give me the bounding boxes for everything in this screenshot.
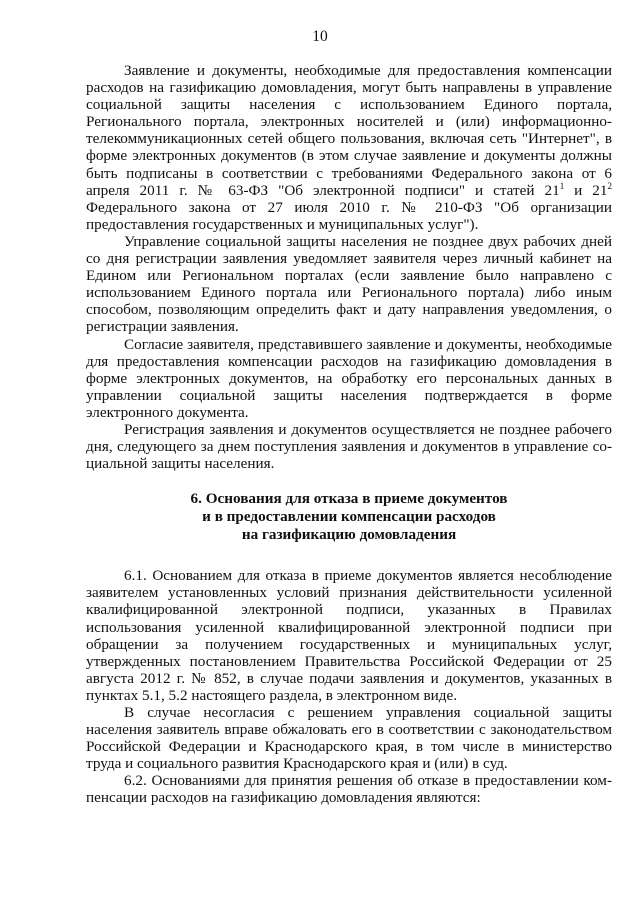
paragraph-consent: Согласие заявителя, представившего заявление и документы, необходимые для предоставления компенсации расходов на газификацию домовладения в форме электронных документов, на обработку его персональных данных в управлении социальной защиты населения подтверждается в форме электронного документа.: [86, 335, 612, 421]
paragraph-registration-deadline: Регистрация заявления и документов осуществляется не позднее рабочего дня, следующего за днем поступления заявления и документов в управление социальной защиты населения.: [86, 420, 612, 473]
section-heading-line: 6. Основания для отказа в приеме документов: [190, 490, 508, 508]
page-number: 10: [312, 28, 328, 45]
document-body: [86, 62, 612, 807]
section-heading-line: на газификацию домовладения: [241, 526, 457, 544]
superscript-2: 2: [607, 180, 612, 191]
paragraph-electronic-submission: [86, 62, 612, 233]
paragraph-registration-notice: Управление социальной защиты населения не позднее двух рабочих дней со дня регистрации заявления уведомляет заявителя через личный кабинет на Едином или Региональном порталах (если заявление было направлено с использованием Единого портала или Регионального портала) либо иным способом, позволяющим определить факт и дату направления уведомления, о регистрации заявления.: [86, 232, 612, 336]
paragraph-text: Заявление и документы, необходимые для предоставления компенсации расходов на газификацию домовладения, могут быть направлены в управление социальной защиты населения с использованием Единого портала, Регионального портала, электронных носителей и (или) информационно-телекоммуникационных сетей общего пользования, включая сеть "Интернет", в форме электронных документов (в этом случае заявление и документы должны быть подписаны в соответствии с требованиями Федерального закона от 6 апреля 2011 г. № 63-ФЗ "Об электронной подписи" и статей 21: [86, 62, 612, 199]
paragraph-6-2: 6.2. Основаниями для принятия решения об отказе в предоставлении компенсации расходов на газификацию домовладения являются:: [86, 772, 612, 807]
section-heading-line: и в предоставлении компенсации расходов: [202, 508, 496, 526]
paragraph-6-1: 6.1. Основанием для отказа в приеме документов является несоблюдение заявителем установленных условий признания действительности усиленной квалифицированной электронной подписи, указанных в Правилах использования усиленной квалифицированной электронной подписи при обращении за получением государственных и муниципальных услуг, утвержденных постановлением Правительства Российской Федерации от 25 августа 2012 г. № 852, в случае подачи заявления и документов, указанных в пунктах 5.1, 5.2 настоящего раздела, в электронном виде.: [86, 567, 612, 704]
paragraph-appeal: В случае несогласия с решением управления социальной защиты населения заявитель вправе обжаловать его в соответствии с законодательством Российской Федерации и Краснодарского края, в том числе в министерство труда и социального развития Краснодарского края и (или) в суд.: [86, 704, 612, 773]
paragraph-text: и 21: [564, 181, 608, 199]
paragraph-text: Федерального закона от 27 июля 2010 г. № 210-ФЗ "Об организации предоставления государственных и муниципальных услуг").: [86, 198, 612, 233]
section-heading: [86, 490, 612, 544]
superscript-1: 1: [559, 180, 565, 191]
